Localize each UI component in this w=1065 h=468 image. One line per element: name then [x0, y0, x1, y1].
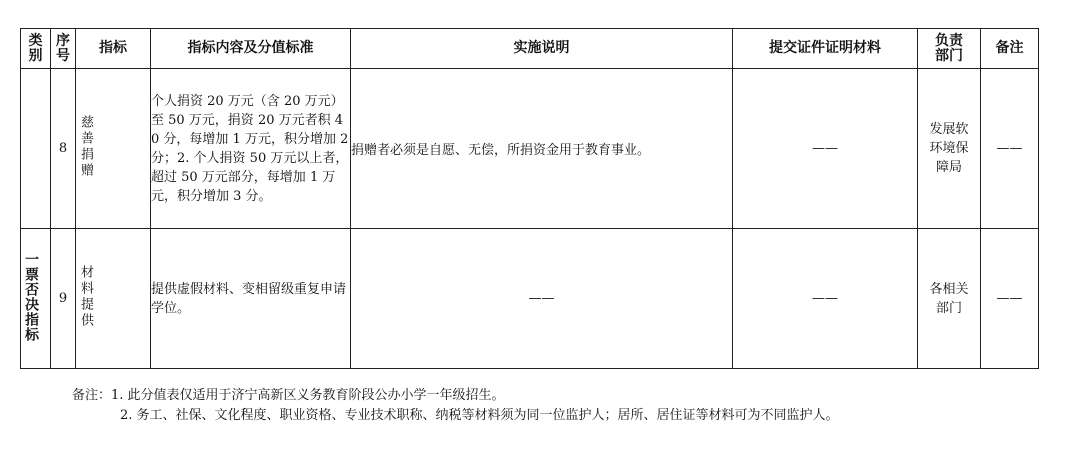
header-seq: 序号: [51, 29, 76, 69]
department-cell: 发展软环境保障局: [918, 69, 981, 229]
seq-cell: 8: [51, 69, 76, 229]
implementation-cell: ——: [351, 229, 733, 369]
materials-cell: ——: [733, 229, 918, 369]
indicator-cell: 慈善捐赠: [76, 69, 151, 229]
header-content: 指标内容及分值标准: [151, 29, 351, 69]
table-row: [21, 229, 1039, 369]
remarks-cell: ——: [981, 229, 1039, 369]
department-cell: 各相关部门: [918, 229, 981, 369]
category-cell: [21, 69, 51, 229]
header-implementation: 实施说明: [351, 29, 733, 69]
header-category: 类别: [21, 29, 51, 69]
header-materials: 提交证件证明材料: [733, 29, 918, 69]
content-cell: 个人捐资 20 万元（含 20 万元）至 50 万元，捐资 20 万元者积 40 分，每增加 1 万元，积分增加 2 分；2. 个人捐资 50 万元以上者，超过 50 万元部分，每增加 1 万元，积分增加 3 分。: [151, 69, 351, 229]
note-line-1: 备注：1. 此分值表仅适用于济宁高新区义务教育阶段公办小学一年级招生。: [72, 388, 505, 403]
implementation-cell: 捐赠者必须是自愿、无偿，所捐资金用于教育事业。: [351, 69, 733, 229]
header-row: [21, 29, 1039, 69]
note-line-2: 2. 务工、社保、文化程度、职业资格、专业技术职称、纳税等材料须为同一位监护人；居所、居住证等材料可为不同监护人。: [120, 408, 839, 423]
remarks-cell: ——: [981, 69, 1039, 229]
materials-cell: ——: [733, 69, 918, 229]
header-indicator: 指标: [76, 29, 151, 69]
header-remarks: 备注: [981, 29, 1039, 69]
notes: [72, 386, 839, 426]
seq-cell: 9: [51, 229, 76, 369]
content-cell: 提供虚假材料、变相留级重复申请学位。: [151, 229, 351, 369]
score-table: [20, 28, 1039, 369]
header-department: 负责部门: [918, 29, 981, 69]
indicator-cell: 材料提供: [76, 229, 151, 369]
table-row: [21, 69, 1039, 229]
category-cell: 一票否决指标: [21, 229, 51, 369]
